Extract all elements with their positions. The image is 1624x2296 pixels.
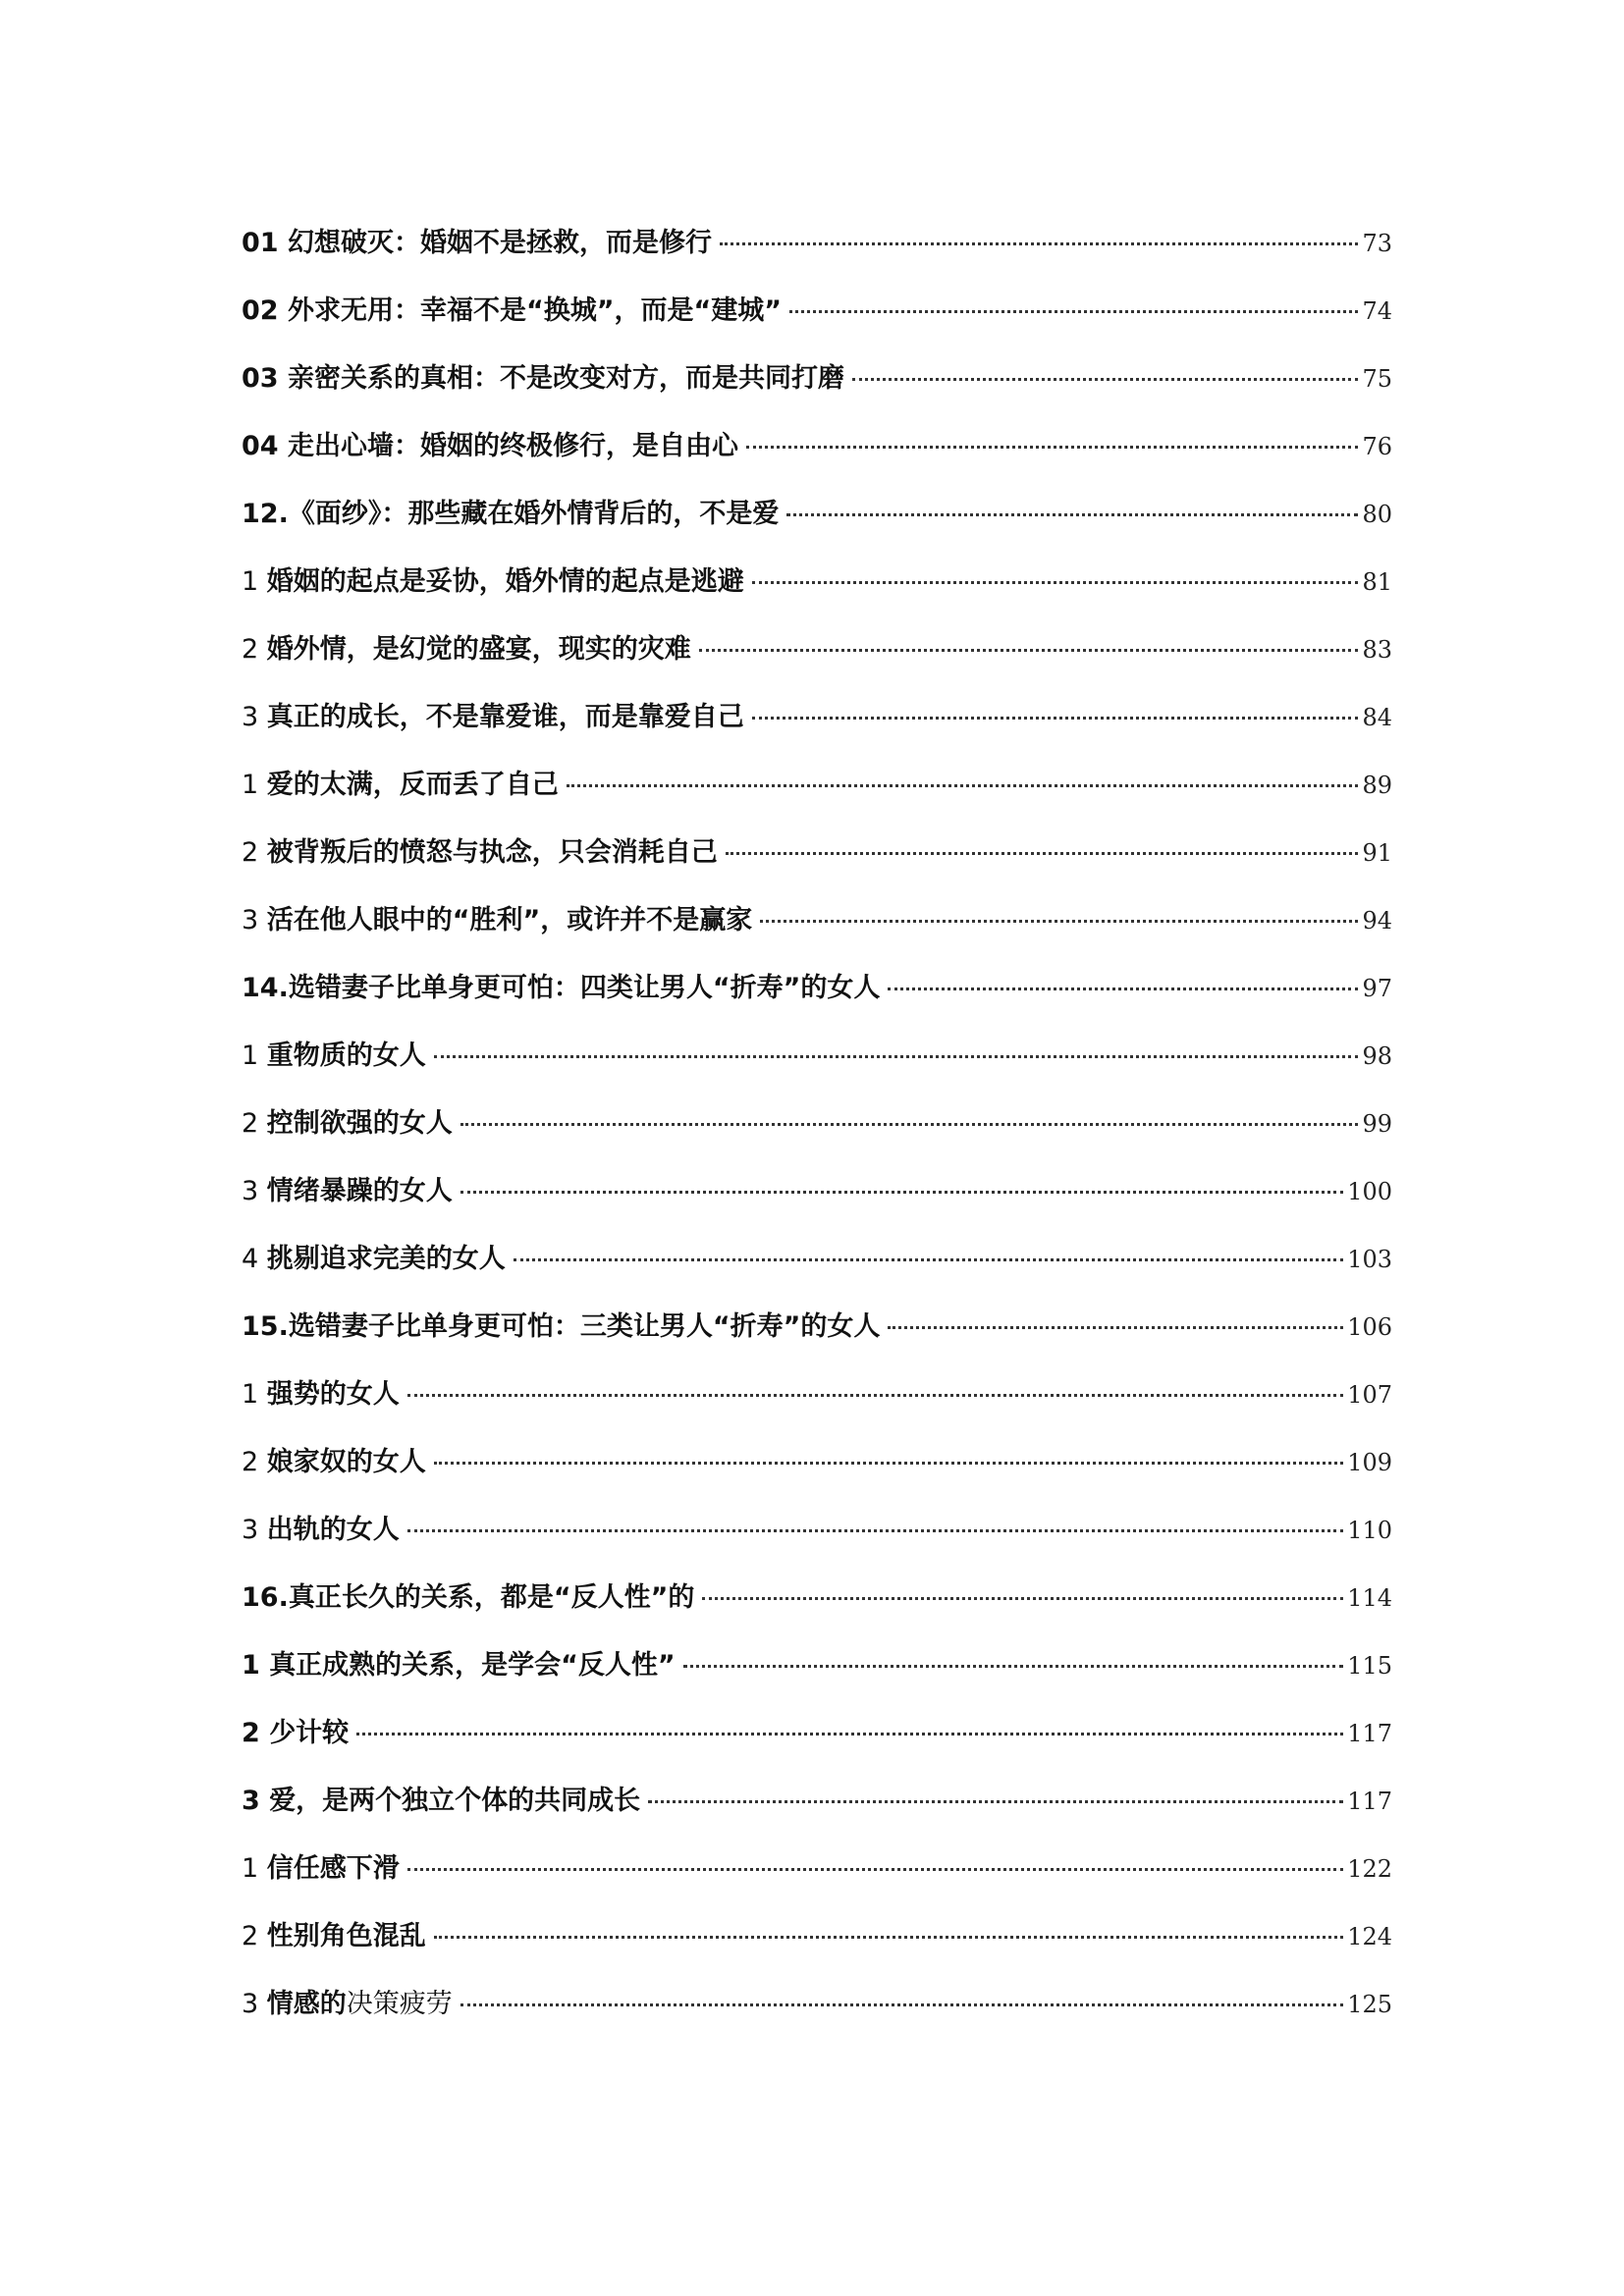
toc-entry-number: 3 — [242, 1176, 267, 1206]
toc-entry[interactable] — [242, 1037, 1392, 1104]
dot-leader — [460, 1191, 1343, 1194]
dot-leader — [752, 581, 1359, 584]
toc-entry-number: 1 — [242, 1041, 267, 1071]
toc-entry-text: 控制欲强的女人 — [266, 1108, 453, 1139]
toc-entry-page-number: 84 — [1362, 704, 1392, 731]
toc-entry[interactable] — [242, 427, 1392, 495]
toc-entry-number: 01 — [242, 228, 288, 258]
toc-entry-page-number: 117 — [1347, 1788, 1392, 1815]
dot-leader — [720, 242, 1358, 245]
toc-entry-page-number: 98 — [1362, 1042, 1392, 1070]
toc-entry-text: 幻想破灭：婚姻不是拯救，而是修行 — [287, 228, 712, 258]
toc-entry-page-number: 81 — [1362, 568, 1392, 596]
toc-entry[interactable] — [242, 1443, 1392, 1511]
toc-entry-text: 外求无用：幸福不是“换城”，而是“建城” — [287, 295, 782, 326]
table-of-contents — [242, 224, 1392, 2053]
toc-entry-page-number: 103 — [1347, 1246, 1392, 1273]
toc-entry-page-number: 124 — [1347, 1923, 1392, 1950]
toc-entry[interactable] — [242, 292, 1392, 359]
dot-leader — [434, 1462, 1343, 1465]
toc-entry-page-number: 122 — [1347, 1855, 1392, 1883]
toc-entry[interactable] — [242, 1578, 1392, 1646]
toc-entry[interactable] — [242, 1782, 1392, 1849]
toc-entry[interactable] — [242, 698, 1392, 766]
dot-leader — [514, 1258, 1343, 1261]
toc-entry-number: 04 — [242, 431, 288, 461]
toc-entry-text: 挑剔追求完美的女人 — [266, 1244, 506, 1274]
toc-entry-text: 真正成熟的关系，是学会“反人性” — [269, 1650, 676, 1681]
dot-leader — [648, 1800, 1343, 1803]
toc-entry-page-number: 76 — [1362, 433, 1392, 460]
dot-leader — [407, 1529, 1343, 1532]
toc-entry-title — [242, 359, 844, 399]
toc-entry-number: 2 — [242, 1718, 270, 1748]
dot-leader — [852, 378, 1358, 381]
toc-entry-title — [242, 224, 712, 263]
toc-entry-page-number: 114 — [1347, 1584, 1392, 1612]
dot-leader — [726, 852, 1359, 855]
toc-entry-number: 1 — [242, 1379, 267, 1410]
toc-entry-page-number: 94 — [1362, 907, 1392, 934]
dot-leader — [683, 1665, 1344, 1668]
toc-entry-page-number: 109 — [1347, 1449, 1392, 1476]
dot-leader — [407, 1868, 1343, 1871]
dot-leader — [407, 1394, 1343, 1397]
toc-entry-text: 重物质的女人 — [266, 1041, 426, 1071]
toc-entry[interactable] — [242, 359, 1392, 427]
toc-entry-title — [242, 1578, 694, 1618]
dot-leader — [460, 2003, 1343, 2006]
toc-entry-page-number: 125 — [1347, 1991, 1392, 2018]
toc-entry-number: 14. — [242, 973, 289, 1003]
toc-entry-title — [242, 1104, 453, 1144]
toc-entry-title — [242, 1375, 400, 1415]
toc-entry-number: 12. — [242, 499, 289, 529]
toc-entry-text: 娘家奴的女人 — [266, 1447, 426, 1477]
toc-entry-text: 爱的太满，反而丢了自己 — [266, 770, 559, 800]
dot-leader — [746, 446, 1358, 449]
toc-entry-title — [242, 1849, 400, 1889]
toc-entry-number: 02 — [242, 295, 288, 326]
toc-entry[interactable] — [242, 630, 1392, 698]
toc-entry-text: 真正的成长，不是靠爱谁，而是靠爱自己 — [266, 702, 744, 732]
toc-entry[interactable] — [242, 1172, 1392, 1240]
toc-entry-text: 爱，是两个独立个体的共同成长 — [269, 1786, 641, 1816]
toc-entry-number: 1 — [242, 770, 267, 800]
toc-entry-text: 信任感下滑 — [266, 1853, 400, 1884]
toc-entry-page-number: 83 — [1362, 636, 1392, 664]
toc-entry-title — [242, 1917, 426, 1956]
toc-entry[interactable] — [242, 224, 1392, 292]
toc-entry-title — [242, 901, 752, 940]
toc-entry-page-number: 80 — [1362, 501, 1392, 528]
toc-entry-title — [242, 1037, 426, 1076]
toc-entry-number: 3 — [242, 1989, 267, 2019]
toc-entry-text: 情绪暴躁的女人 — [266, 1176, 453, 1206]
toc-entry-page-number: 89 — [1362, 772, 1392, 799]
toc-entry-number: 1 — [242, 1650, 270, 1681]
toc-entry-title — [242, 1443, 426, 1482]
dot-leader — [434, 1055, 1359, 1058]
toc-entry-page-number: 99 — [1362, 1110, 1392, 1138]
dot-leader — [567, 784, 1359, 787]
toc-entry[interactable] — [242, 1714, 1392, 1782]
toc-entry-page-number: 91 — [1362, 839, 1392, 867]
toc-entry-title — [242, 1985, 453, 2024]
toc-entry-number: 2 — [242, 1921, 267, 1951]
toc-entry[interactable] — [242, 969, 1392, 1037]
toc-entry-title — [242, 427, 738, 466]
dot-leader — [760, 920, 1358, 923]
toc-entry-text: 活在他人眼中的“胜利”，或许并不是赢家 — [266, 905, 753, 935]
toc-entry-text: 情感的 — [266, 1989, 347, 2019]
toc-entry-number: 2 — [242, 837, 267, 868]
toc-entry-title — [242, 1240, 506, 1279]
toc-entry-title — [242, 833, 718, 873]
toc-entry-number: 2 — [242, 1108, 267, 1139]
toc-entry[interactable] — [242, 901, 1392, 969]
dot-leader — [699, 649, 1359, 652]
toc-entry-text: 真正长久的关系，都是“反人性”的 — [288, 1582, 695, 1613]
toc-entry-page-number: 74 — [1362, 297, 1392, 325]
toc-entry[interactable] — [242, 1917, 1392, 1985]
toc-entry-text: 走出心墙：婚姻的终极修行，是自由心 — [287, 431, 738, 461]
dot-leader — [888, 1326, 1343, 1329]
toc-entry[interactable] — [242, 1646, 1392, 1714]
toc-entry-page-number: 73 — [1362, 230, 1392, 257]
toc-entry[interactable] — [242, 1511, 1392, 1578]
toc-entry-title — [242, 495, 779, 534]
dot-leader — [460, 1123, 1359, 1126]
toc-entry-number: 3 — [242, 702, 267, 732]
toc-entry-page-number: 100 — [1347, 1178, 1392, 1205]
toc-entry[interactable] — [242, 1849, 1392, 1917]
toc-entry-title — [242, 1646, 676, 1685]
toc-entry[interactable] — [242, 766, 1392, 833]
toc-entry-number: 2 — [242, 1447, 267, 1477]
toc-entry-number: 1 — [242, 566, 267, 597]
toc-entry-title — [242, 1308, 880, 1347]
toc-entry[interactable] — [242, 562, 1392, 630]
toc-entry-number: 15. — [242, 1311, 289, 1342]
toc-entry-number: 3 — [242, 905, 267, 935]
toc-entry-page-number: 106 — [1347, 1313, 1392, 1341]
dot-leader — [752, 717, 1359, 720]
toc-entry-title — [242, 292, 782, 331]
toc-entry-number: 03 — [242, 363, 288, 394]
toc-entry-page-number: 97 — [1362, 975, 1392, 1002]
toc-entry-text: 婚姻的起点是妥协，婚外情的起点是逃避 — [266, 566, 744, 597]
toc-entry[interactable] — [242, 1375, 1392, 1443]
toc-entry-page-number: 75 — [1362, 365, 1392, 393]
toc-entry-number: 3 — [242, 1515, 267, 1545]
toc-entry-title — [242, 630, 691, 669]
toc-entry[interactable] — [242, 1240, 1392, 1308]
toc-entry-number: 4 — [242, 1244, 267, 1274]
toc-entry-page-number: 110 — [1347, 1517, 1392, 1544]
toc-entry-title — [242, 1782, 640, 1821]
toc-entry-text: 出轨的女人 — [266, 1515, 400, 1545]
toc-entry-text-plain: 决策疲劳 — [346, 1989, 453, 2019]
toc-entry-text: 强势的女人 — [266, 1379, 400, 1410]
toc-entry-text: 选错妻子比单身更可怕：三类让男人“折寿”的女人 — [288, 1311, 881, 1342]
toc-entry-text: 《面纱》：那些藏在婚外情背后的，不是爱 — [288, 499, 780, 529]
toc-entry-number: 16. — [242, 1582, 289, 1613]
toc-entry-page-number: 107 — [1347, 1381, 1392, 1409]
toc-entry-title — [242, 698, 744, 737]
dot-leader — [702, 1597, 1343, 1600]
dot-leader — [888, 988, 1358, 990]
toc-entry-title — [242, 562, 744, 602]
toc-entry-title — [242, 1511, 400, 1550]
toc-entry-title — [242, 969, 880, 1008]
toc-entry-number: 2 — [242, 634, 267, 665]
dot-leader — [789, 310, 1358, 313]
toc-entry[interactable] — [242, 1308, 1392, 1375]
toc-entry-text: 亲密关系的真相：不是改变对方，而是共同打磨 — [287, 363, 844, 394]
toc-entry-page-number: 117 — [1347, 1720, 1392, 1747]
toc-entry-text: 被背叛后的愤怒与执念，只会消耗自己 — [266, 837, 718, 868]
toc-entry-page-number: 115 — [1347, 1652, 1392, 1680]
toc-entry-title — [242, 1172, 453, 1211]
toc-entry[interactable] — [242, 1104, 1392, 1172]
toc-entry-number: 1 — [242, 1853, 267, 1884]
toc-entry-text: 选错妻子比单身更可怕：四类让男人“折寿”的女人 — [288, 973, 881, 1003]
toc-entry-title — [242, 766, 559, 805]
dot-leader — [434, 1936, 1343, 1939]
toc-entry-number: 3 — [242, 1786, 270, 1816]
toc-entry-text: 性别角色混乱 — [266, 1921, 426, 1951]
toc-entry-title — [242, 1714, 349, 1753]
toc-entry[interactable] — [242, 495, 1392, 562]
dot-leader — [356, 1733, 1343, 1735]
toc-entry-text: 婚外情，是幻觉的盛宴，现实的灾难 — [266, 634, 691, 665]
toc-entry[interactable] — [242, 1985, 1392, 2053]
toc-entry[interactable] — [242, 833, 1392, 901]
toc-entry-text: 少计较 — [269, 1718, 350, 1748]
dot-leader — [786, 513, 1358, 516]
